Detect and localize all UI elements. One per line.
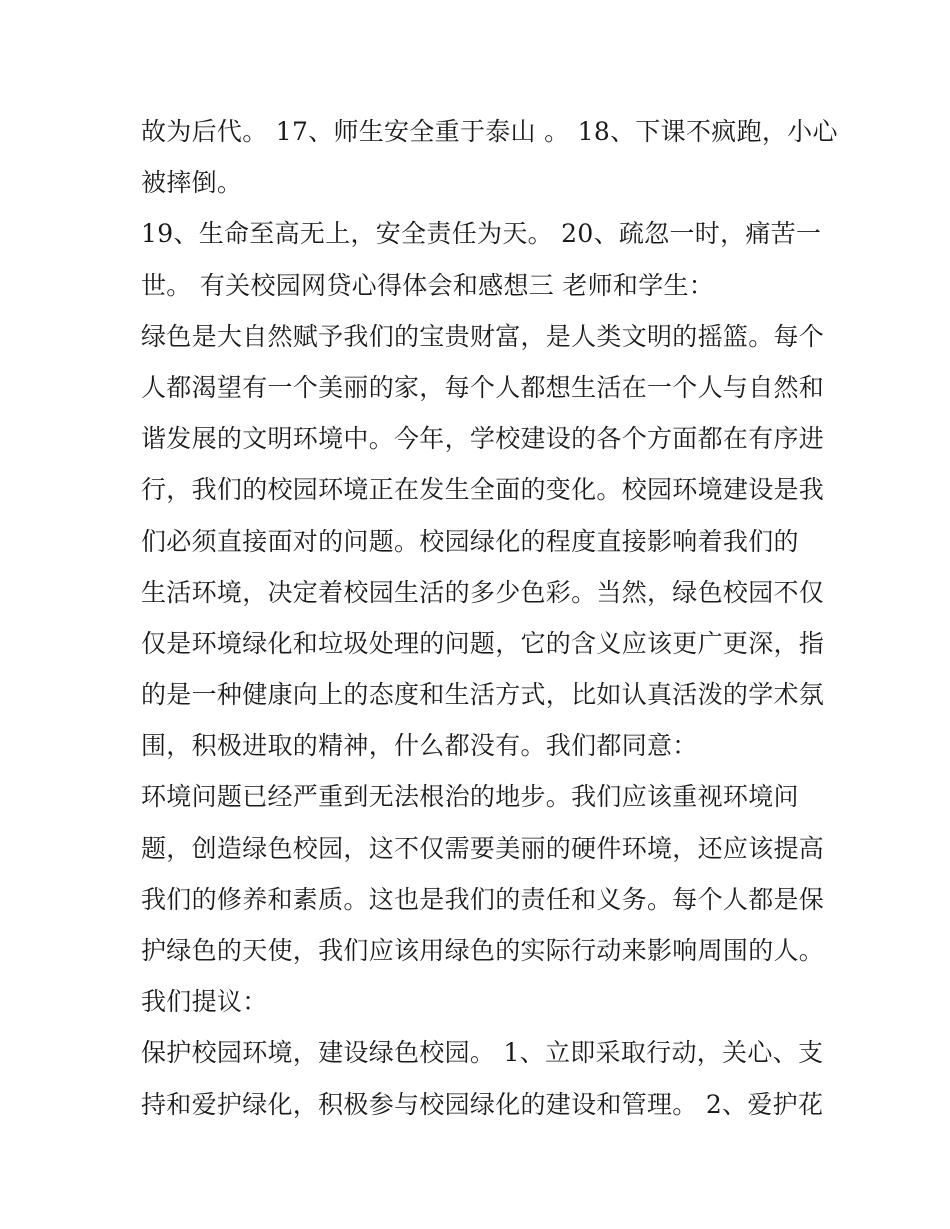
- text-line: 谐发展的文明环境中。今年，学校建设的各个方面都在有序进: [141, 424, 825, 454]
- text-line: 们必须直接面对的问题。校园绿化的程度直接影响着我们的: [141, 526, 799, 556]
- text-line: 仅是环境绿化和垃圾处理的问题，它的含义应该更广更深，指: [141, 628, 825, 658]
- text-line: 的是一种健康向上的态度和生活方式，比如认真活泼的学术氛: [141, 680, 825, 710]
- text-line: 保护校园环境，建设绿色校园。 1、立即采取行动，关心、支: [141, 1038, 824, 1068]
- text-line: 被摔倒。: [141, 168, 243, 198]
- document-body: [141, 106, 838, 1130]
- text-line: 人都渴望有一个美丽的家，每个人都想生活在一个人与自然和: [141, 372, 825, 402]
- text-line: 我们的修养和素质。这也是我们的责任和义务。每个人都是保: [141, 884, 825, 914]
- text-line: 世。 有关校园网贷心得体会和感想三 老师和学生：: [141, 270, 715, 300]
- text-line: 故为后代。 17、师生安全重于泰山 。 18、下课不疯跑，小心: [141, 117, 838, 146]
- text-line: 行，我们的校园环境正在发生全面的变化。校园环境建设是我: [141, 475, 825, 505]
- text-line: 题，创造绿色校园，这不仅需要美丽的硬件环境，还应该提高: [141, 833, 825, 863]
- text-line: 19、生命至高无上，安全责任为天。 20、疏忽一时，痛苦一: [141, 219, 822, 249]
- text-line: 绿色是大自然赋予我们的宝贵财富，是人类文明的摇篮。每个: [141, 321, 825, 351]
- text-line: 我们提议：: [141, 987, 268, 1017]
- text-line: 护绿色的天使，我们应该用绿色的实际行动来影响周围的人。: [141, 936, 825, 965]
- text-line: 生活环境，决定着校园生活的多少色彩。当然，绿色校园不仅: [141, 577, 825, 607]
- text-line: 持和爱护绿化，积极参与校园绿化的建设和管理。 2、爱护花: [141, 1089, 824, 1119]
- text-line: 围，积极进取的精神，什么都没有。我们都同意：: [141, 731, 698, 761]
- text-line: 环境问题已经严重到无法根治的地步。我们应该重视环境问: [141, 782, 799, 812]
